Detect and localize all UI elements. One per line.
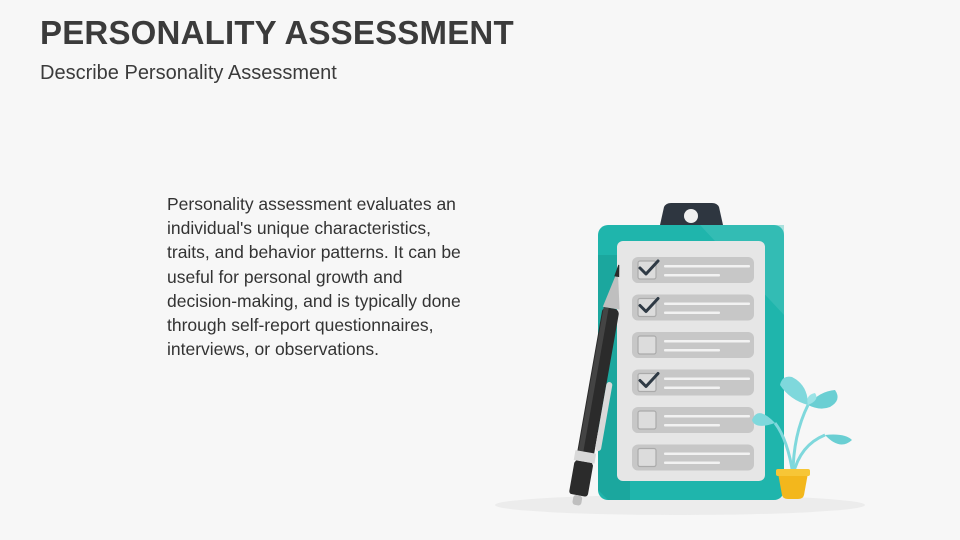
text-line: [664, 274, 720, 277]
text-line: [664, 387, 720, 390]
checklist-row: [632, 370, 754, 396]
text-line: [664, 349, 720, 352]
checklist-row: [632, 332, 754, 358]
text-line: [664, 303, 750, 306]
text-line: [664, 453, 750, 456]
text-line: [664, 265, 750, 268]
page-subtitle: Describe Personality Assessment: [40, 62, 337, 84]
page-title: PERSONALITY ASSESSMENT: [40, 14, 514, 51]
checkbox-icon: [638, 411, 656, 429]
checklist-row: [632, 295, 754, 321]
text-line: [664, 340, 750, 343]
text-line: [664, 415, 750, 418]
checklist-row: [632, 407, 754, 433]
text-line: [664, 424, 720, 427]
clipboard-illustration: [490, 195, 870, 525]
text-line: [664, 462, 720, 465]
checklist-row: [632, 445, 754, 471]
checkbox-icon: [638, 449, 656, 467]
description-text: Personality assessment evaluates an individual's unique characteristics, traits, and behavior patterns. It can be useful for personal growth and decision-making, and is typically done through self-report questionnaires, interviews, or observations.: [167, 194, 461, 360]
checkbox-icon: [638, 336, 656, 354]
checklist-row: [632, 257, 754, 283]
text-line: [664, 312, 720, 315]
text-line: [664, 378, 750, 381]
